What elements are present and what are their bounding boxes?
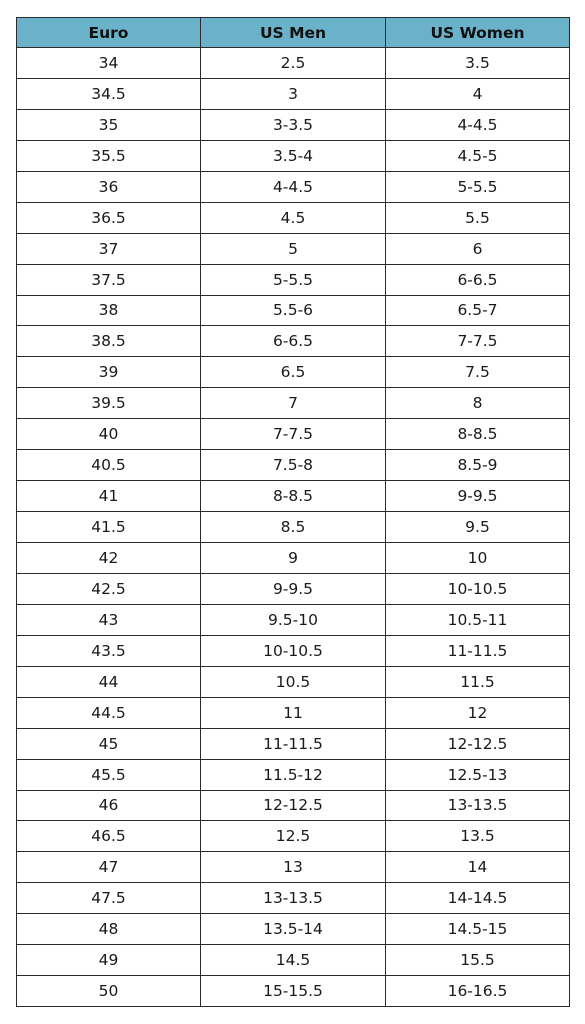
us-men-size-cell: 13.5-14 (201, 914, 386, 945)
us-men-size-cell: 3.5-4 (201, 140, 386, 171)
us-women-size-cell: 12-12.5 (386, 728, 570, 759)
us-women-size-cell: 6.5-7 (386, 295, 570, 326)
us-women-size-cell: 10 (386, 543, 570, 574)
us-men-size-cell: 12-12.5 (201, 790, 386, 821)
header-us-women: US Women (386, 18, 570, 48)
us-men-size-cell: 4-4.5 (201, 171, 386, 202)
us-women-size-cell: 5-5.5 (386, 171, 570, 202)
euro-size-cell: 36.5 (17, 202, 201, 233)
euro-size-cell: 45 (17, 728, 201, 759)
us-men-size-cell: 10-10.5 (201, 635, 386, 666)
euro-size-cell: 46 (17, 790, 201, 821)
us-men-size-cell: 10.5 (201, 666, 386, 697)
us-men-size-cell: 2.5 (201, 48, 386, 79)
table-row (17, 697, 570, 728)
table-body (17, 48, 570, 1007)
shoe-size-conversion-table (16, 17, 570, 1007)
table-row (17, 357, 570, 388)
table-row (17, 264, 570, 295)
us-women-size-cell: 5.5 (386, 202, 570, 233)
euro-size-cell: 40.5 (17, 450, 201, 481)
table-row (17, 295, 570, 326)
us-men-size-cell: 11.5-12 (201, 759, 386, 790)
table-row (17, 78, 570, 109)
us-men-size-cell: 5-5.5 (201, 264, 386, 295)
us-women-size-cell: 12.5-13 (386, 759, 570, 790)
euro-size-cell: 38.5 (17, 326, 201, 357)
table-row (17, 759, 570, 790)
us-men-size-cell: 11 (201, 697, 386, 728)
table-row (17, 945, 570, 976)
us-women-size-cell: 13-13.5 (386, 790, 570, 821)
table-row (17, 419, 570, 450)
table-row (17, 450, 570, 481)
us-men-size-cell: 13 (201, 852, 386, 883)
euro-size-cell: 48 (17, 914, 201, 945)
us-women-size-cell: 8-8.5 (386, 419, 570, 450)
euro-size-cell: 40 (17, 419, 201, 450)
euro-size-cell: 47.5 (17, 883, 201, 914)
euro-size-cell: 37.5 (17, 264, 201, 295)
table-row (17, 635, 570, 666)
table-row (17, 512, 570, 543)
us-men-size-cell: 11-11.5 (201, 728, 386, 759)
us-women-size-cell: 14.5-15 (386, 914, 570, 945)
us-women-size-cell: 8 (386, 388, 570, 419)
header-row (17, 18, 570, 48)
us-men-size-cell: 8.5 (201, 512, 386, 543)
us-men-size-cell: 8-8.5 (201, 481, 386, 512)
us-women-size-cell: 4-4.5 (386, 109, 570, 140)
euro-size-cell: 35 (17, 109, 201, 140)
euro-size-cell: 34.5 (17, 78, 201, 109)
euro-size-cell: 50 (17, 976, 201, 1007)
table-row (17, 883, 570, 914)
euro-size-cell: 42.5 (17, 573, 201, 604)
table-row (17, 233, 570, 264)
us-women-size-cell: 14-14.5 (386, 883, 570, 914)
us-men-size-cell: 13-13.5 (201, 883, 386, 914)
us-women-size-cell: 4 (386, 78, 570, 109)
table-row (17, 728, 570, 759)
us-women-size-cell: 4.5-5 (386, 140, 570, 171)
euro-size-cell: 34 (17, 48, 201, 79)
us-women-size-cell: 16-16.5 (386, 976, 570, 1007)
euro-size-cell: 41.5 (17, 512, 201, 543)
euro-size-cell: 42 (17, 543, 201, 574)
us-men-size-cell: 3 (201, 78, 386, 109)
euro-size-cell: 39 (17, 357, 201, 388)
us-women-size-cell: 3.5 (386, 48, 570, 79)
table-row (17, 326, 570, 357)
table-row (17, 790, 570, 821)
euro-size-cell: 39.5 (17, 388, 201, 419)
table-row (17, 202, 570, 233)
table-header (17, 18, 570, 48)
table-row (17, 48, 570, 79)
table-row (17, 388, 570, 419)
table-row (17, 140, 570, 171)
euro-size-cell: 47 (17, 852, 201, 883)
table-row (17, 109, 570, 140)
us-women-size-cell: 6-6.5 (386, 264, 570, 295)
us-men-size-cell: 6-6.5 (201, 326, 386, 357)
us-men-size-cell: 15-15.5 (201, 976, 386, 1007)
euro-size-cell: 37 (17, 233, 201, 264)
us-men-size-cell: 4.5 (201, 202, 386, 233)
us-men-size-cell: 9.5-10 (201, 604, 386, 635)
us-men-size-cell: 12.5 (201, 821, 386, 852)
euro-size-cell: 43 (17, 604, 201, 635)
table-row (17, 821, 570, 852)
euro-size-cell: 41 (17, 481, 201, 512)
us-women-size-cell: 14 (386, 852, 570, 883)
us-women-size-cell: 12 (386, 697, 570, 728)
us-men-size-cell: 14.5 (201, 945, 386, 976)
euro-size-cell: 45.5 (17, 759, 201, 790)
us-women-size-cell: 6 (386, 233, 570, 264)
us-women-size-cell: 13.5 (386, 821, 570, 852)
table-row (17, 573, 570, 604)
us-women-size-cell: 9-9.5 (386, 481, 570, 512)
euro-size-cell: 46.5 (17, 821, 201, 852)
table-row (17, 543, 570, 574)
us-men-size-cell: 9 (201, 543, 386, 574)
table-row (17, 976, 570, 1007)
euro-size-cell: 44 (17, 666, 201, 697)
header-us-men: US Men (201, 18, 386, 48)
us-women-size-cell: 10.5-11 (386, 604, 570, 635)
euro-size-cell: 44.5 (17, 697, 201, 728)
table-row (17, 666, 570, 697)
us-women-size-cell: 11.5 (386, 666, 570, 697)
us-men-size-cell: 9-9.5 (201, 573, 386, 604)
us-men-size-cell: 7-7.5 (201, 419, 386, 450)
us-men-size-cell: 7.5-8 (201, 450, 386, 481)
us-men-size-cell: 6.5 (201, 357, 386, 388)
us-men-size-cell: 5.5-6 (201, 295, 386, 326)
euro-size-cell: 36 (17, 171, 201, 202)
us-women-size-cell: 10-10.5 (386, 573, 570, 604)
us-men-size-cell: 7 (201, 388, 386, 419)
table-row (17, 914, 570, 945)
us-women-size-cell: 9.5 (386, 512, 570, 543)
table-row (17, 852, 570, 883)
table-row (17, 171, 570, 202)
us-men-size-cell: 3-3.5 (201, 109, 386, 140)
us-women-size-cell: 7-7.5 (386, 326, 570, 357)
euro-size-cell: 35.5 (17, 140, 201, 171)
us-men-size-cell: 5 (201, 233, 386, 264)
header-euro: Euro (17, 18, 201, 48)
table-row (17, 481, 570, 512)
us-women-size-cell: 8.5-9 (386, 450, 570, 481)
table-row (17, 604, 570, 635)
euro-size-cell: 43.5 (17, 635, 201, 666)
euro-size-cell: 38 (17, 295, 201, 326)
euro-size-cell: 49 (17, 945, 201, 976)
us-women-size-cell: 7.5 (386, 357, 570, 388)
us-women-size-cell: 15.5 (386, 945, 570, 976)
us-women-size-cell: 11-11.5 (386, 635, 570, 666)
